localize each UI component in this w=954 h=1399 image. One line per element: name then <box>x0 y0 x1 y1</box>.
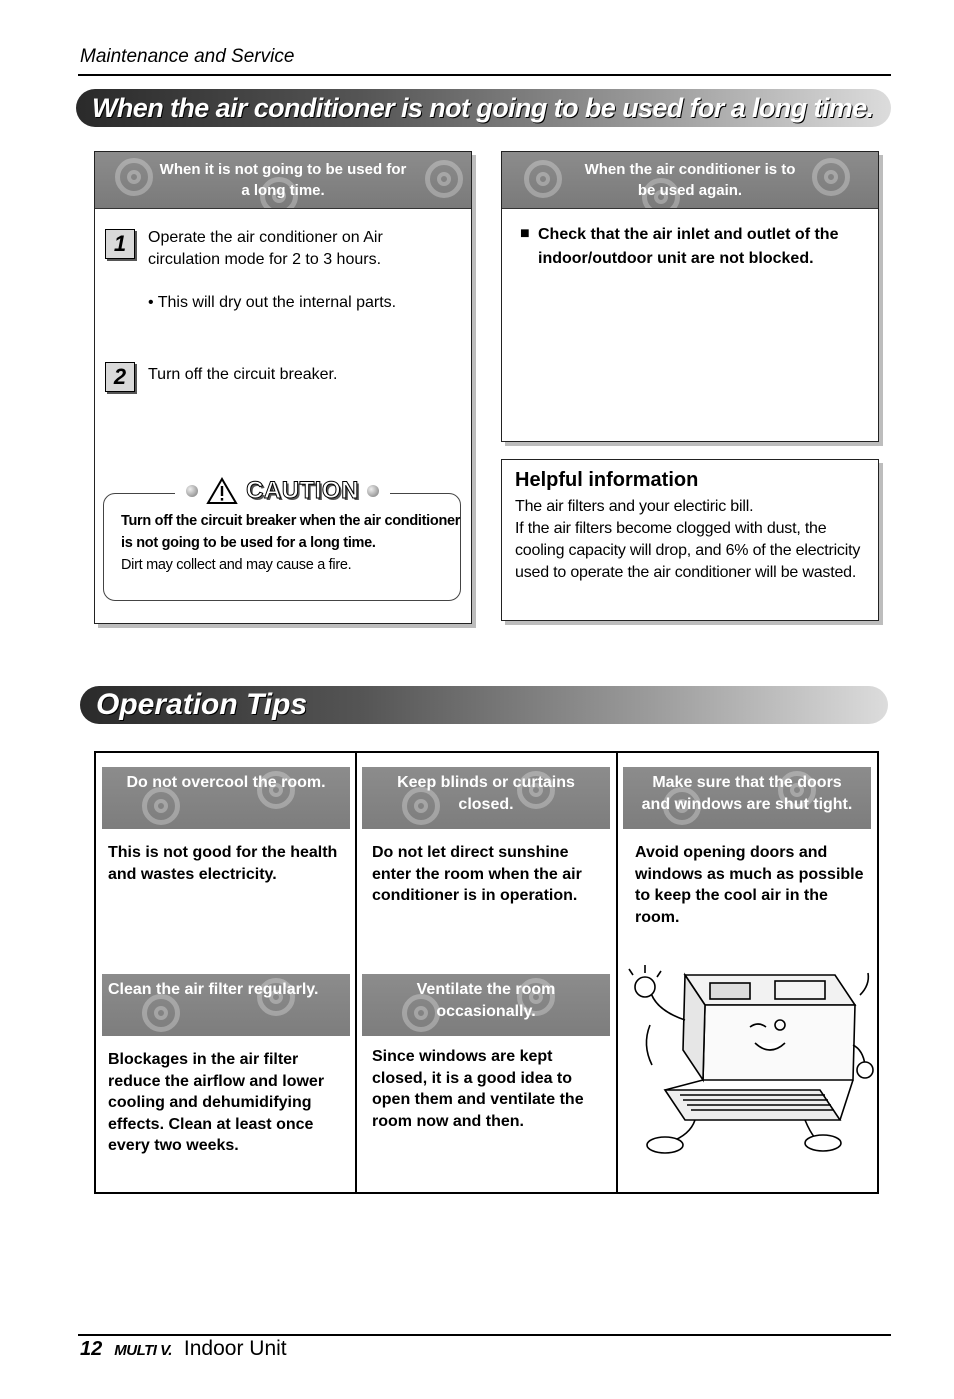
not-used-box-title <box>160 159 407 201</box>
operation-tips-banner: Operation Tips <box>80 686 888 724</box>
step-2-number: 2 <box>105 362 135 392</box>
tip-header-filter-line1: Clean the air filter regularly. <box>108 981 319 998</box>
helpful-info-line1: The air filters and your electiric bill. <box>515 498 754 515</box>
used-again-title-line2: be used again. <box>637 182 743 199</box>
step-1-line1: Operate the air conditioner on Air <box>148 229 383 246</box>
bullet-dot-icon <box>367 485 379 497</box>
ceiling-cassette-mascot-illustration <box>625 965 875 1155</box>
used-again-bullet: ■ <box>520 225 530 242</box>
not-used-title-line2: a long time. <box>241 182 325 199</box>
used-again-box-header <box>502 152 878 209</box>
not-used-title-line1: When it is not going to be used for <box>159 161 407 178</box>
tip-body-line: every two weeks. <box>108 1137 239 1155</box>
tip-body-line: enter the room when the air <box>372 865 582 883</box>
tip-body-filter <box>108 1049 348 1157</box>
swirl-decoration-icon <box>115 158 153 196</box>
tip-header-ventilate-line1: Ventilate the room <box>416 981 556 998</box>
step-1-note: • This will dry out the internal parts. <box>148 294 397 311</box>
tip-body-line: to keep the cool air in the <box>635 887 828 905</box>
tip-body-line: windows as much as possible <box>635 865 864 883</box>
tip-body-blinds <box>372 842 612 907</box>
not-used-box-header <box>95 152 471 209</box>
bottom-rule <box>78 1334 891 1336</box>
tip-body-overcool <box>108 842 348 885</box>
tip-body-line: cooling and dehumidifying <box>108 1094 312 1112</box>
long-time-banner: When the air conditioner is not going to be used for a long time. <box>76 89 891 127</box>
tip-body-doors <box>635 842 875 928</box>
tip-body-line: effects. Clean at least once <box>108 1115 314 1133</box>
tip-header-filter <box>102 974 350 1036</box>
tip-header-doors-line1: Make sure that the doors <box>652 774 842 791</box>
step-2-text: Turn off the circuit breaker. <box>148 366 338 383</box>
swirl-decoration-icon <box>425 160 463 198</box>
page-number: 12 <box>80 1338 103 1360</box>
helpful-info-text <box>515 496 877 584</box>
tip-body-line: Blockages in the air filter <box>108 1051 299 1068</box>
tip-header-doors-line2: and windows are shut tight. <box>641 796 853 813</box>
tip-body-line: open them and ventilate the <box>372 1091 584 1109</box>
tip-header-blinds-line2: closed. <box>458 796 514 813</box>
step-1-number: 1 <box>105 229 135 259</box>
tips-divider <box>616 751 618 1194</box>
caution-line2: is not going to be used for a long time. <box>121 535 376 551</box>
tip-body-line: Avoid opening doors and <box>635 844 828 861</box>
used-again-box <box>501 151 879 442</box>
step-1-text <box>148 227 448 271</box>
tip-body-line: and wastes electricity. <box>108 865 277 883</box>
helpful-info-title: Helpful information <box>515 469 699 491</box>
tip-body-line: Since windows are kept <box>372 1048 553 1065</box>
tip-header-blinds <box>362 767 610 829</box>
swirl-decoration-icon <box>524 160 562 198</box>
tip-header-ventilate-line2: occasionally. <box>436 1003 536 1020</box>
caution-line3: Dirt may collect and may cause a fire. <box>121 557 352 573</box>
caution-word: CAUTION <box>246 477 359 504</box>
brand-logo: MULTI V. <box>114 1342 172 1359</box>
helpful-info-line2: If the air filters become clogged with dust, the <box>515 520 827 537</box>
tip-body-line: This is not good for the health <box>108 844 338 861</box>
tip-body-line: conditioner is in operation. <box>372 887 578 905</box>
helpful-info-line3: cooling capacity will drop, and 6% of the electricity <box>515 542 861 559</box>
used-again-check-line2: indoor/outdoor unit are not blocked. <box>538 250 814 267</box>
tip-header-ventilate <box>362 974 610 1036</box>
tip-header-blinds-line1: Keep blinds or curtains <box>397 774 575 791</box>
used-again-box-title <box>585 159 796 201</box>
tip-body-line: Do not let direct sunshine <box>372 844 569 861</box>
tip-body-line: room now and then. <box>372 1112 524 1130</box>
section-label: Maintenance and Service <box>80 46 295 67</box>
footer <box>80 1337 287 1363</box>
bullet-dot-icon <box>186 485 198 497</box>
tip-body-line: closed, it is a good idea to <box>372 1069 573 1087</box>
step-1-line2: circulation mode for 2 to 3 hours. <box>148 251 382 268</box>
tip-header-overcool-line1: Do not overcool the room. <box>126 774 326 791</box>
swirl-decoration-icon <box>812 158 850 196</box>
caution-text <box>121 510 461 576</box>
used-again-check <box>538 223 868 271</box>
caution-line1: Turn off the circuit breaker when the air conditioner <box>121 513 461 529</box>
helpful-info-line4: used to operate the air conditioner will be wasted. <box>515 564 857 581</box>
unit-label: Indoor Unit <box>183 1337 287 1360</box>
tip-header-overcool <box>102 767 350 829</box>
caution-title <box>175 473 390 509</box>
tip-body-ventilate <box>372 1046 612 1132</box>
top-rule <box>78 74 891 76</box>
warning-triangle-icon <box>206 477 238 505</box>
tip-header-doors <box>623 767 871 829</box>
tips-divider <box>355 751 357 1194</box>
used-again-check-line1: Check that the air inlet and outlet of the <box>538 226 839 243</box>
used-again-title-line1: When the air conditioner is to <box>584 161 796 178</box>
tip-body-line: reduce the airflow and lower <box>108 1072 325 1090</box>
tip-body-line: room. <box>635 908 680 926</box>
